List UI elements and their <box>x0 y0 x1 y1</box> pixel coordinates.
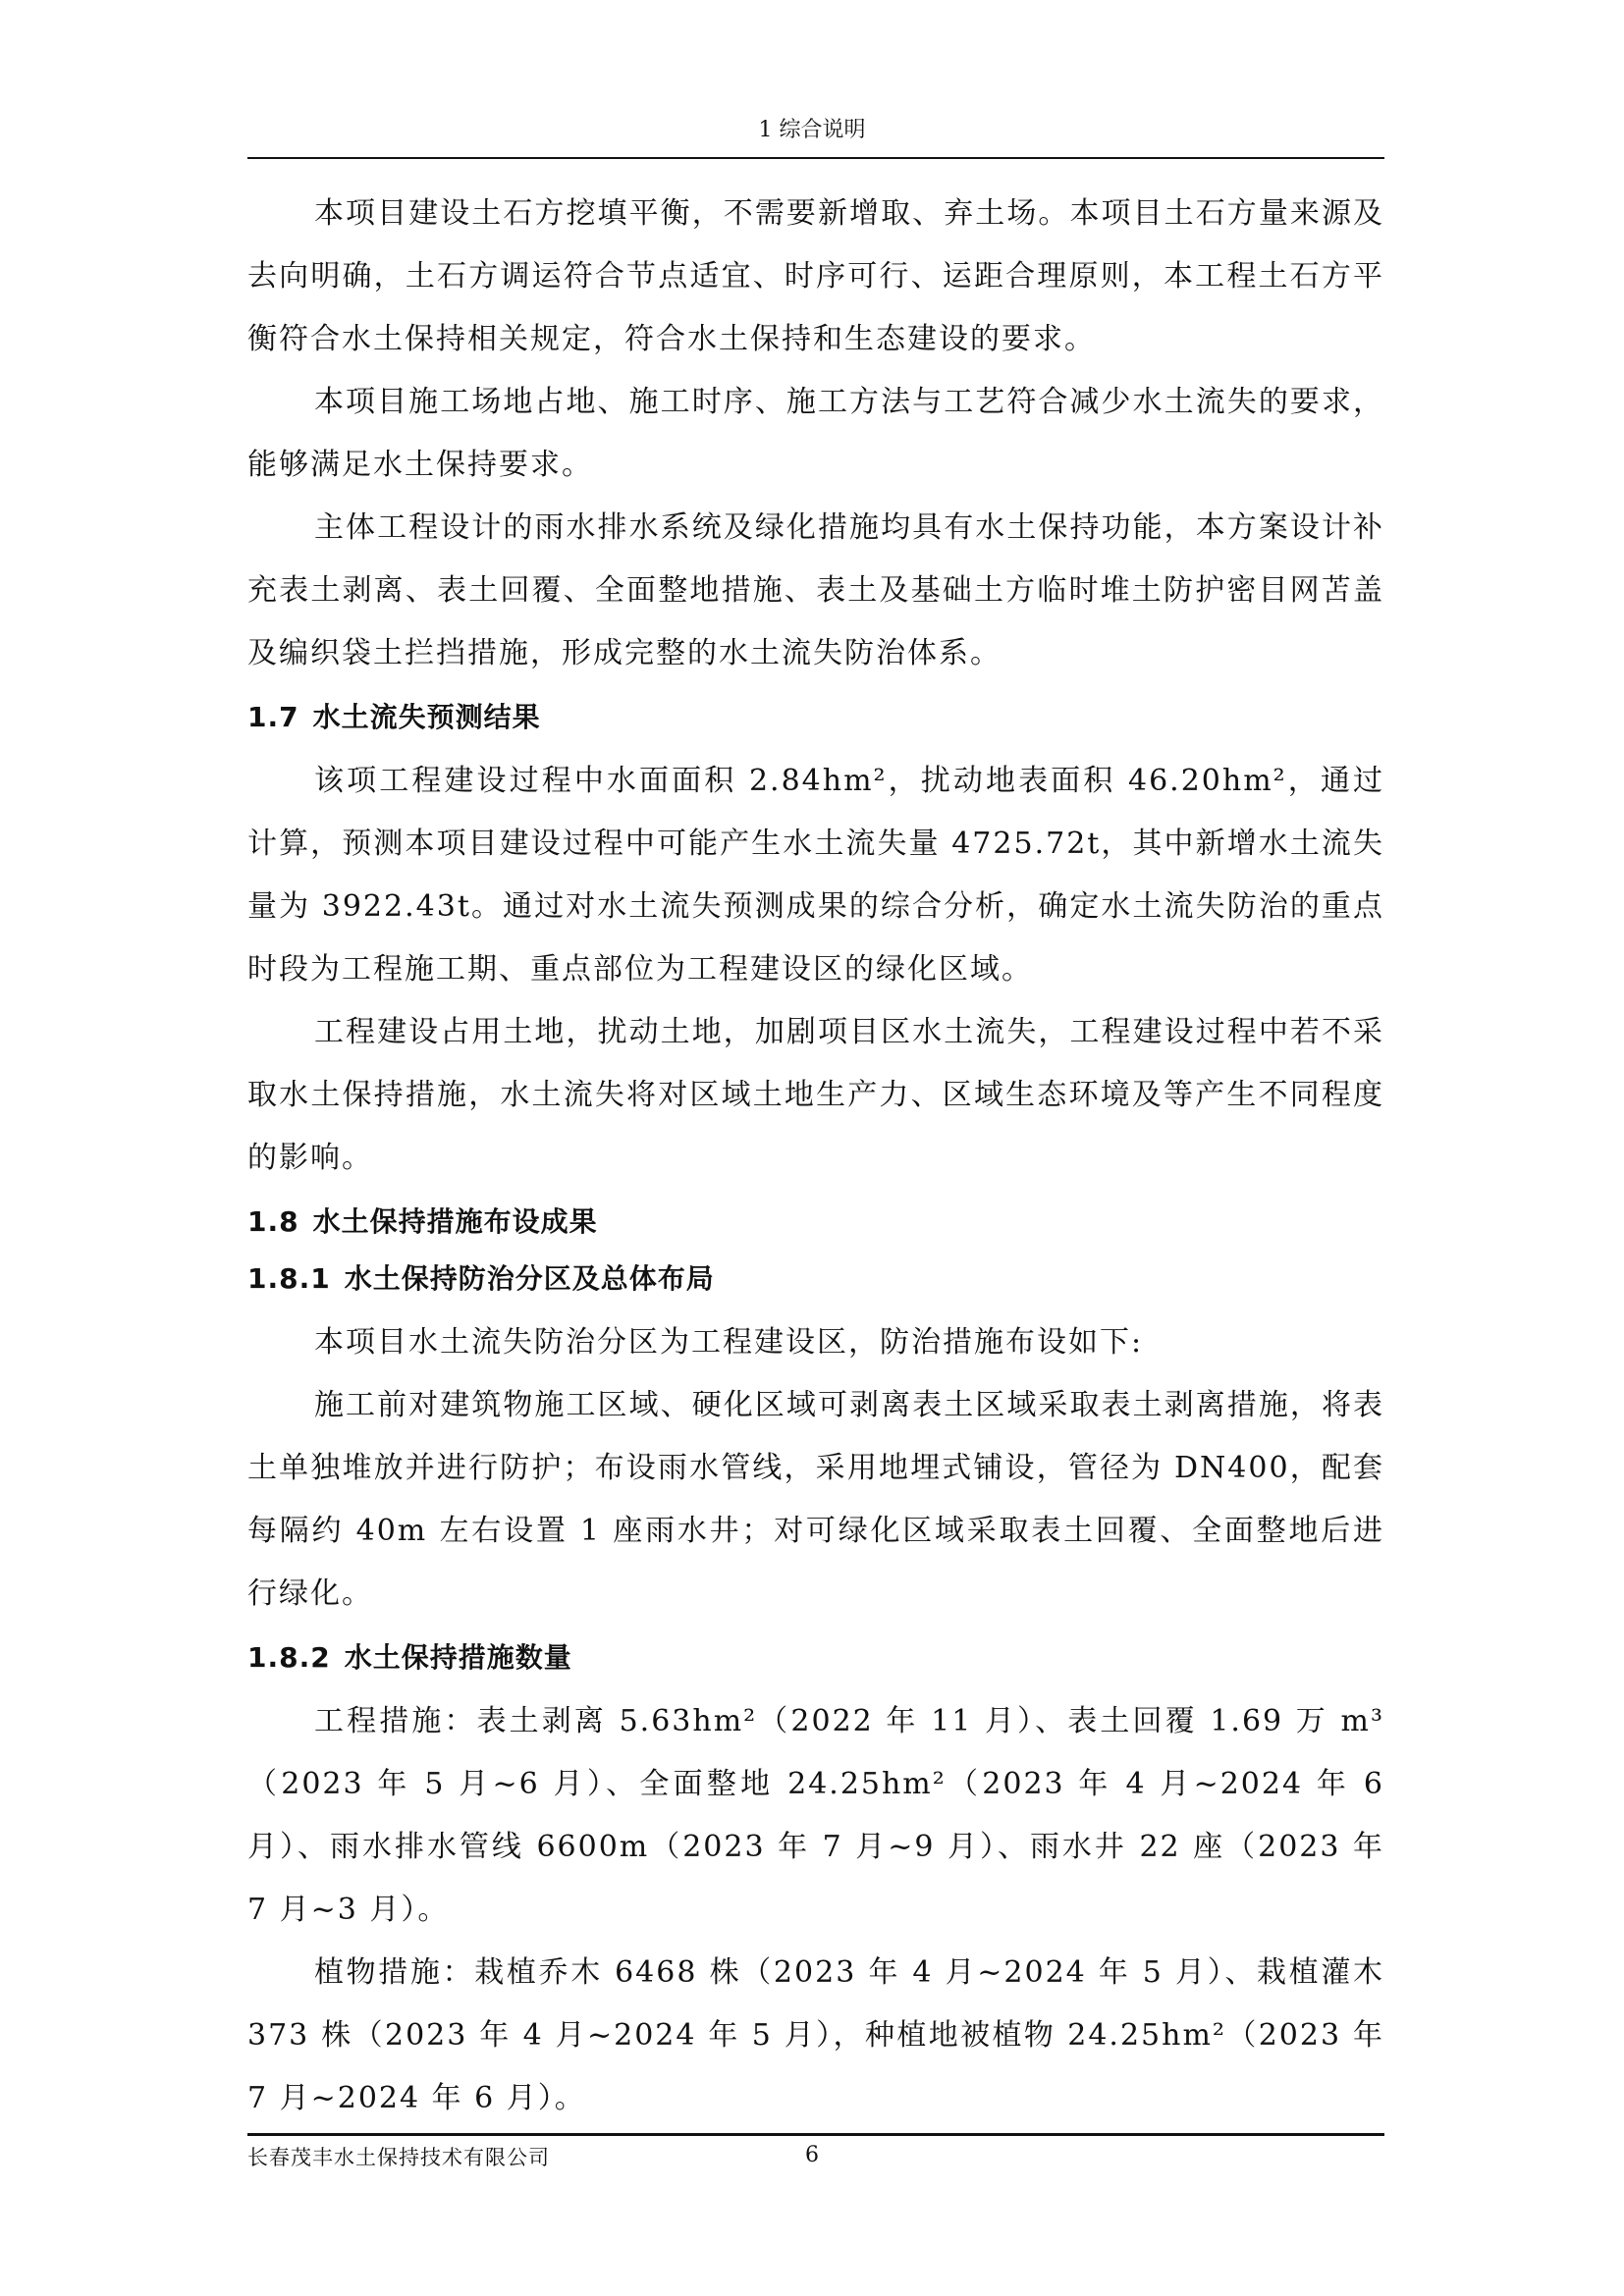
section-heading-1-7 <box>247 693 1384 742</box>
section-number: 1.8.2 <box>247 1641 331 1674</box>
body-text <box>247 183 1384 2130</box>
footer-divider <box>247 2133 1384 2136</box>
section-heading-1-8-2 <box>247 1633 1384 1682</box>
paragraph: 本项目建设土石方挖填平衡，不需要新增取、弃土场。本项目土石方量来源及去向明确，土石方调运符合节点适宜、时序可行、运距合理原则，本工程土石方平衡符合水土保持相关规定，符合水土保持和生态建设的要求。 <box>247 196 1384 356</box>
paragraph: 主体工程设计的雨水排水系统及绿化措施均具有水土保持功能，本方案设计补充表土剥离、表土回覆、全面整地措施、表土及基础土方临时堆土防护密目网苫盖及编织袋土拦挡措施，形成完整的水土流失防治体系。 <box>247 510 1384 670</box>
paragraph: 工程建设占用土地，扰动土地，加剧项目区水土流失，工程建设过程中若不采取水土保持措施，水土流失将对区域土地生产力、区域生态环境及等产生不同程度的影响。 <box>247 1015 1384 1175</box>
section-title: 水土保持措施数量 <box>344 1641 572 1674</box>
footer-company: 长春茂丰水土保持技术有限公司 <box>247 2146 550 2169</box>
section-number: 1.7 <box>247 701 299 733</box>
section-heading-1-8 <box>247 1198 1384 1247</box>
page-number: 6 <box>805 2143 819 2167</box>
header-divider <box>247 157 1384 159</box>
section-number: 1.8.1 <box>247 1262 331 1295</box>
paragraph: 本项目施工场地占地、施工时序、施工方法与工艺符合减少水土流失的要求，能够满足水土保持要求。 <box>247 385 1384 482</box>
section-title: 水土流失预测结果 <box>312 701 541 733</box>
section-title: 水土保持防治分区及总体布局 <box>344 1262 715 1295</box>
paragraph: 该项工程建设过程中水面面积 2.84hm²，扰动地表面积 46.20hm²，通过计算，预测本项目建设过程中可能产生水土流失量 4725.72t，其中新增水土流失量为 3922.43t。通过对水土流失预测成果的综合分析，确定水土流失防治的重点时段为工程施工期、重点部位为工程建设区的绿化区域。 <box>247 764 1384 987</box>
paragraph: 施工前对建筑物施工区域、硬化区域可剥离表土区域采取表土剥离措施，将表土单独堆放并进行防护；布设雨水管线，采用地埋式铺设，管径为 DN400，配套每隔约 40m 左右设置 1 座雨水井；对可绿化区域采取表土回覆、全面整地后进行绿化。 <box>247 1388 1384 1611</box>
section-title: 水土保持措施布设成果 <box>312 1205 598 1238</box>
paragraph: 工程措施：表土剥离 5.63hm²（2022 年 11 月）、表土回覆 1.69 万 m³（2023 年 5 月~6 月）、全面整地 24.25hm²（2023 年 4 月~2024 年 6 月）、雨水排水管线 6600m（2023 年 7 月~9 月）、雨水井 22 座（2023 年 7 月~3 月）。 <box>247 1704 1384 1927</box>
paragraph: 本项目水土流失防治分区为工程建设区，防治措施布设如下: <box>314 1325 1144 1360</box>
section-heading-1-8-1 <box>247 1255 1384 1304</box>
running-header: 1 综合说明 <box>758 118 866 142</box>
paragraph: 植物措施：栽植乔木 6468 株（2023 年 4 月~2024 年 5 月）、栽植灌木 373 株（2023 年 4 月~2024 年 5 月），种植地被植物 24.25hm²（2023 年 7 月~2024 年 6 月）。 <box>247 1955 1384 2115</box>
section-number: 1.8 <box>247 1205 299 1238</box>
